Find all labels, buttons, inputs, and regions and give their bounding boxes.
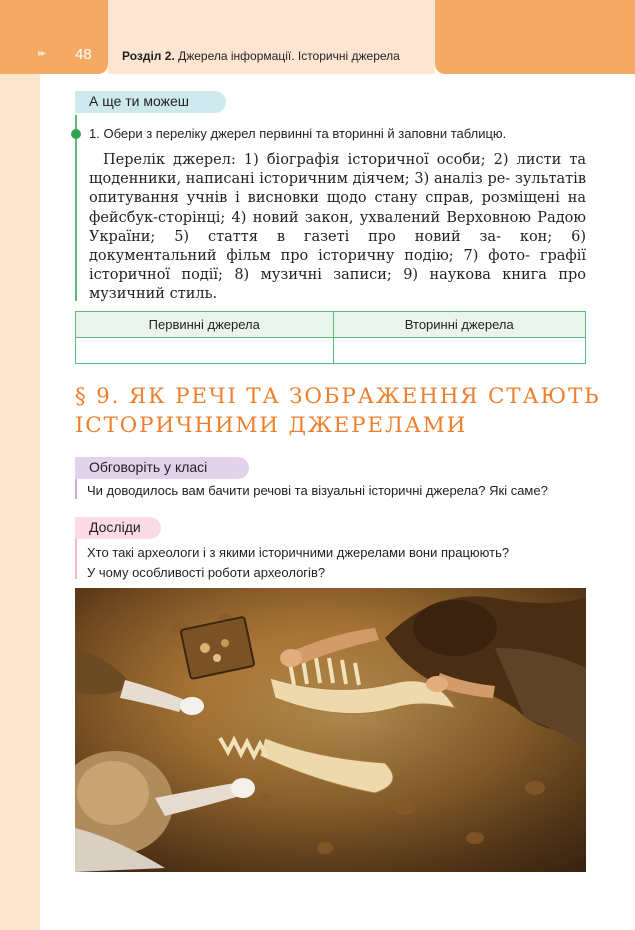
chapter-title	[122, 49, 400, 63]
section-title-line: ІСТОРИЧНИМИ ДЖЕРЕЛАМИ	[75, 413, 468, 438]
sources-table	[75, 311, 586, 364]
research-question-line: У чому особливості роботи археологів?	[87, 565, 326, 580]
task-instruction: 1. Обери з переліку джерел первинні та вторинні й заповни таблицю.	[89, 126, 507, 141]
archaeologists-photo-illustration	[75, 588, 586, 872]
secondary-sources-header: Вторинні джерела	[333, 312, 585, 338]
discuss-side-line	[75, 479, 77, 499]
research-side-line	[75, 539, 77, 579]
research-question-line: Хто такі археологи і з якими історичними джерелами вони працюють?	[87, 545, 510, 560]
task-side-line	[75, 115, 77, 301]
left-margin-strip	[0, 0, 40, 930]
primary-sources-header: Первинні джерела	[76, 312, 334, 338]
source-list-paragraph	[89, 151, 586, 305]
running-header	[108, 0, 435, 74]
bullet-dot-icon	[71, 129, 81, 139]
secondary-sources-cell[interactable]	[333, 338, 585, 364]
extra-task-tab: А ще ти можеш	[75, 91, 226, 113]
discuss-question: Чи доводилось вам бачити речові та візуальні історичні джерела? Які саме?	[87, 483, 548, 498]
source-line: та щоденники, написані історичним діячем; 3) аналіз ре-	[89, 152, 586, 188]
section-title-line: § 9. ЯК РЕЧІ ТА ЗОБРАЖЕННЯ СТАЮТЬ	[75, 384, 601, 409]
source-line: кон; 6) документальний фільм про історичну подію; 7) фото-	[89, 228, 586, 265]
source-line: Верховною Радою України; 5) стаття в газеті про новий за-	[89, 209, 586, 245]
table-header-row	[76, 312, 586, 338]
page-number: 48	[75, 46, 92, 63]
research-tab: Досліди	[75, 517, 161, 539]
section-title	[75, 382, 600, 440]
source-line: графії історичної події; 8) музичні записи; 9) наукова книга	[89, 248, 587, 284]
source-line: Перелік джерел: 1) біографія історичної особи; 2) листи	[103, 152, 562, 168]
chapter-name: Джерела інформації. Історичні джерела	[174, 49, 400, 63]
chapter-number: Розділ 2.	[122, 49, 175, 63]
page-number-tab	[0, 0, 108, 74]
source-line: зультатів опитування учнів і висновки щодо стану справ,	[89, 171, 586, 207]
source-line: про музичний стиль.	[89, 267, 587, 303]
discuss-tab: Обговоріть у класі	[75, 457, 249, 479]
source-line: розміщені на фейсбук-сторінці; 4) новий закон, ухвалений	[89, 190, 586, 226]
header-decor-block	[435, 0, 635, 74]
table-row	[76, 338, 586, 364]
primary-sources-cell[interactable]	[76, 338, 334, 364]
archaeologists-photo	[75, 588, 586, 872]
double-arrow-icon: ▸▸	[38, 48, 45, 59]
